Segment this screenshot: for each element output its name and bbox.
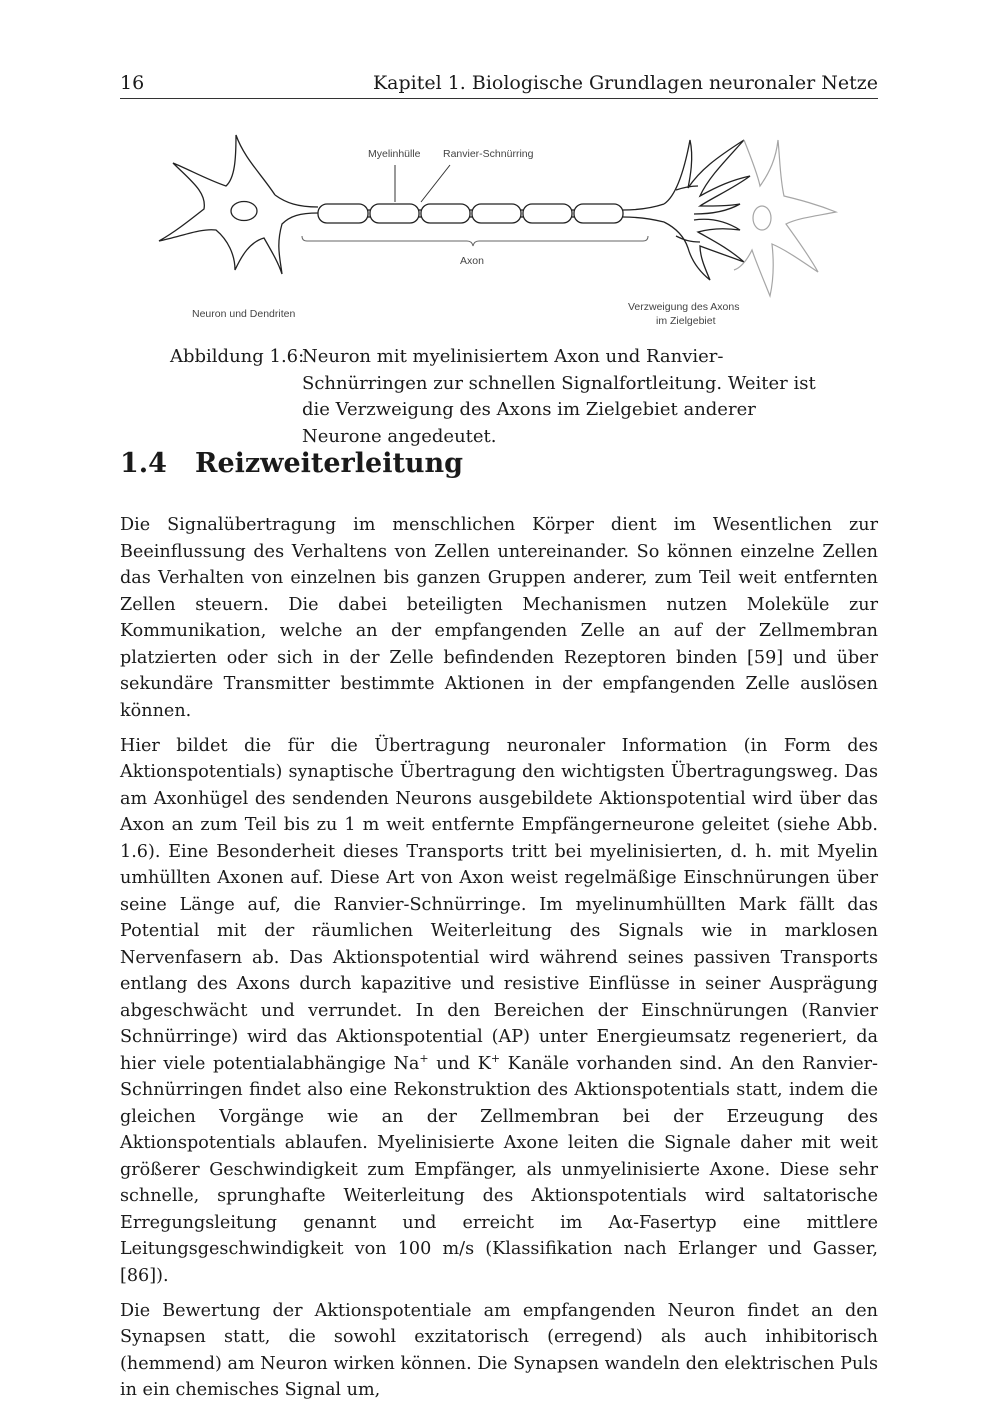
myelin-segment <box>318 204 368 223</box>
paragraph-2-part-b: und K <box>428 1053 491 1074</box>
label-neuron: Neuron und Dendriten <box>192 308 296 320</box>
body-text <box>120 512 878 1412</box>
neuron-figure <box>150 125 850 330</box>
paragraph-3: Die Bewertung der Aktionspotentiale am empfangenden Neuron findet an den Synapsen statt, die sowohl exzitatorisch (erregend) als auch inhibitorisch (hemmend) am Neuron wirken können. Die Synapsen wandeln den elektrischen Puls in ein chemisches Signal um, <box>120 1300 878 1400</box>
terminal-branch <box>664 219 744 280</box>
myelin-segment <box>421 204 470 223</box>
source-neuron-soma-top <box>275 195 318 207</box>
section-heading <box>120 448 463 479</box>
section-title: Reizweiterleitung <box>195 448 464 479</box>
label-branching-line1: Verzweigung des Axons <box>628 301 740 313</box>
myelin-segment <box>370 204 419 223</box>
target-neuron <box>734 140 836 296</box>
axon-terminal <box>664 140 750 280</box>
axon-end <box>623 204 664 222</box>
ranvier-pointer <box>421 165 450 202</box>
caption-text: Neuron mit myelinisiertem Axon und Ranvier-Schnürringen zur schnellen Signalfortleitung. Weiter ist die Verzweigung des Axons im Zielgebiet anderer Neurone angedeutet. <box>302 346 816 447</box>
label-myelin: Myelinhülle <box>368 148 421 160</box>
source-neuron <box>159 135 318 274</box>
running-title: Kapitel 1. Biologische Grundlagen neuronaler Netze <box>372 72 878 94</box>
paragraph-2 <box>120 733 878 1290</box>
na-charge: + <box>419 1051 429 1065</box>
terminal-branch <box>664 140 750 214</box>
section-number: 1.4 <box>120 448 167 479</box>
page-header <box>120 70 878 99</box>
label-branching-line2: im Zielgebiet <box>656 315 716 327</box>
target-neuron-soma <box>734 140 836 296</box>
paragraph-2-part-a: Hier bildet die für die Übertragung neuronaler Information (in Form des Aktionspotentials) synaptische Übertragung den wichtigsten Übertragungsweg. Das am Axonhügel des sendenden Neurons ausgebildete Aktionspotential wird über das Axon an zum Teil bis zu 1 m weit entfernte Empfängerneurone geleitet (siehe Abb. 1.6). Eine Besonderheit dieses Transports tritt bei myelinisierten, d. h. mit Myelin umhüllten Axonen auf. Diese Art von Axon weist regelmäßige Einschnürungen über seine Länge auf, die Ranvier-Schnürringe. Im myelinumhüllten Mark fällt das Potential mit der räumlichen Weiterleitung des Signals wie in marklosen Nervenfasern ab. Das Aktionspotential wird während seines passiven Transports entlang des Axons durch kapazitive und resistive Einflüsse in seiner Ausprägung abgeschwächt und verrundet. In den Bereichen der Einschnürungen (Ranvier Schnürringe) wird das Aktionspotential (AP) unter Energieumsatz regeneriert, da hier viele potentialabhängige Na <box>120 735 878 1074</box>
label-ranvier: Ranvier-Schnürring <box>443 148 534 160</box>
myelin-segment <box>574 204 623 223</box>
paragraph-2-part-c: Kanäle vorhanden sind. An den Ranvier-Schnürringen findet also eine Rekonstruktion des Aktionspotentials statt, indem die gleichen Vorgänge wie an der Zellmembran bei der Erzeugung des Aktionspotentials ablaufen. Myelinisierte Axone leiten die Signale daher mit weit größerer Geschwindigkeit zum Empfänger, als unmyelinisierte Axone. Diese sehr schnelle, sprunghafte Weiterleitung des Aktionspotentials wird saltatorische Erregungsleitung genannt und erreicht im Aα-Fasertyp eine mittlere Leitungsgeschwindigkeit von 100 m/s (Klassifikation nach Erlanger und Gasser, [86]). <box>120 1053 878 1286</box>
source-neuron-nucleus <box>231 202 257 221</box>
myelin-segment <box>472 204 521 223</box>
target-neuron-nucleus <box>753 206 771 230</box>
axon-brace <box>302 236 648 246</box>
myelin-segment <box>523 204 572 223</box>
caption-label: Abbildung 1.6: <box>170 346 305 367</box>
k-charge: + <box>490 1051 501 1065</box>
paragraph-1: Die Signalübertragung im menschlichen Körper dient im Wesentlichen zur Beeinflussung des Verhaltens von Zellen untereinander. So können einzelne Zellen das Verhalten von einzelnen bis ganzen Gruppen anderer, zum Teil weit entfernten Zellen steuern. Die dabei beteiligten Mechanismen nutzen Moleküle zur Kommunikation, welche an der empfangenden Zelle an auf der Zellmembran platzierten oder sich in der Zelle befindenden Rezeptoren binden [59] und über sekundäre Transmitter bestimmte Aktionen in der empfangenden Zelle auslösen können. <box>120 515 878 721</box>
neuron-diagram <box>150 125 850 330</box>
axon <box>318 204 664 223</box>
page-number: 16 <box>120 72 145 94</box>
label-pointers <box>395 165 450 202</box>
label-axon: Axon <box>460 255 484 267</box>
